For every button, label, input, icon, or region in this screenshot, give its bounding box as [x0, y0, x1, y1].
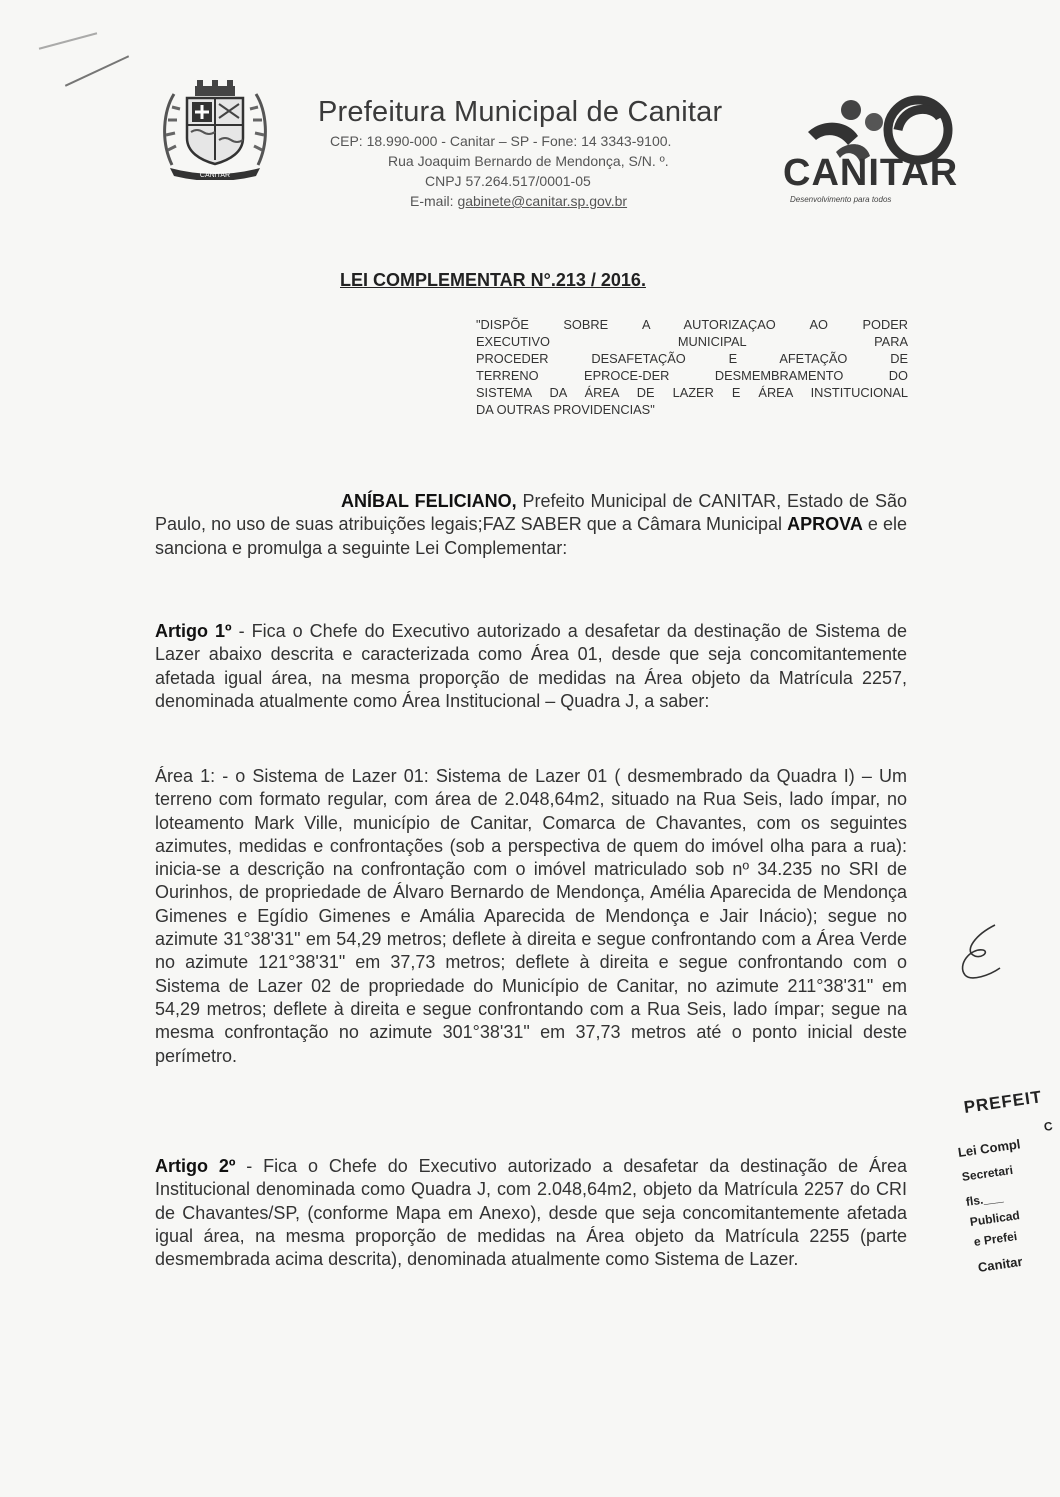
summary-line: DA OUTRAS PROVIDENCIAS" — [476, 402, 655, 417]
stamp-line: Lei Compl — [956, 1136, 1022, 1160]
scan-mark — [39, 32, 97, 49]
stamp-line: Publicad — [969, 1208, 1021, 1229]
aprova-word: APROVA — [787, 514, 863, 535]
law-title: LEI COMPLEMENTAR N°.213 / 2016. — [340, 270, 646, 290]
header-email-line — [410, 193, 627, 209]
publication-stamp — [946, 1080, 1060, 1310]
article-2-text: - Fica o Chefe do Executivo autorizado a desafetar da destinação de Área Institucional denominada como Quadra J, com 2.048,64m2, objeto da Matrícula 2257 do CRI de Chavantes/SP, (conforme Mapa em Anexo), desde que seja concomitantemente afetada igual área, na mesma proporção de medidas na Área objeto da Matrícula 2255 (parte desmembrada acima descrita), denominada atualmente como Sistema de Lazer. — [155, 1156, 907, 1270]
summary-line: TERRENO EPROCE-DER DESMEMBRAMENTO DO — [476, 368, 908, 383]
stamp-line: e Prefei — [973, 1229, 1018, 1249]
logo-wordmark: CANITAR — [783, 152, 959, 194]
summary-line: "DISPÕE SOBRE A AUTORIZAÇAO AO PODER — [476, 317, 908, 332]
law-summary — [476, 316, 908, 418]
header-cnpj-line: CNPJ 57.264.517/0001-05 — [425, 173, 591, 189]
summary-line: SISTEMA DA ÁREA DE LAZER E ÁREA INSTITUCIONAL — [476, 385, 908, 400]
logo-tagline: Desenvolvimento para todos — [790, 195, 892, 204]
summary-line: PROCEDER DESAFETAÇÃO E AFETAÇÃO DE — [476, 351, 908, 366]
stamp-line: fls.___ — [965, 1189, 1004, 1209]
stamp-line: Secretari — [961, 1162, 1014, 1184]
handwritten-initial-icon — [955, 920, 1010, 985]
summary-line: EXECUTIVO MUNICIPAL PARA — [476, 334, 908, 349]
stamp-line: Canitar — [976, 1253, 1024, 1275]
preamble-paragraph — [155, 490, 907, 560]
article-1-text: - Fica o Chefe do Executivo autorizado a desafetar da destinação de Sistema de Lazer abaixo descrita e caracterizada como Área 01, desde que seja concomitantemente afetada igual área, na mesma proporção de medidas na Área objeto da Matrícula 2257, denominada atualmente como Área Institucional – Quadra J, a saber: — [155, 621, 907, 711]
scan-mark — [65, 55, 129, 86]
article-1 — [155, 620, 907, 713]
municipal-crest-icon — [160, 80, 270, 180]
stamp-line: PREFEIT — [962, 1087, 1044, 1117]
article-2-label: Artigo 2º — [155, 1156, 236, 1176]
email-label: E-mail: — [410, 193, 458, 209]
header-street-line: Rua Joaquim Bernardo de Mendonça, S/N. º. — [388, 153, 669, 169]
article-2 — [155, 1155, 907, 1271]
preamble-text: Prefeito Municipal de CANITAR, Estado de São Paulo, no uso de suas atribuições legais;FAZ SABER que a Câmara Municipal — [155, 491, 907, 535]
article-1-label: Artigo 1º — [155, 621, 232, 641]
page-title: Prefeitura Municipal de Canitar — [318, 96, 723, 128]
stamp-line: C — [1043, 1118, 1054, 1134]
mayor-name: ANÍBAL FELICIANO, — [341, 491, 517, 511]
preamble-text-end: e ele sanciona e promulga a seguinte Lei Complementar: — [155, 514, 907, 558]
crest-banner-text: CANITAR — [199, 172, 231, 179]
header-address-line: CEP: 18.990-000 - Canitar – SP - Fone: 14 3343-9100. — [330, 133, 672, 149]
email-link[interactable]: gabinete@canitar.sp.gov.br — [457, 193, 628, 209]
area-1-description: Área 1: - o Sistema de Lazer 01: Sistema de Lazer 01 ( desmembrado da Quadra I) – Um terreno com formato regular, com área de 2.048,64m2, situado na Rua Seis, lado ímpar, no loteamento Mark Ville, município de Canitar, Comarca de Chavantes, com os seguintes azimutes, medidas e confrontações (sob a perspectiva de quem do imóvel olha para a rua): inicia-se a descrição na confrontação com o imóvel matriculado sob nº 34.235 no SRI de Ourinhos, de propriedade de Álvaro Bernardo de Mendonça, Amélia Aparecida de Mendonça Gimenes e Egídio Gimenes e Amália Aparecida de Mendonça e Jair Inácio); segue no azimute 31°38'31" em 54,29 metros; deflete à direita e segue confrontando com a Área Verde no azimute 121°38'31" em 37,73 metros; deflete à direita e segue confrontando com o Sistema de Lazer 02 de propriedade do Município de Canitar, no azimute 211°38'31" em 54,29 metros; deflete à direita e segue confrontando com a Rua Seis, lado ímpar; segue na mesma confrontação no azimute 301°38'31" em 37,73 metros até o ponto inicial deste perímetro. — [155, 766, 907, 1066]
